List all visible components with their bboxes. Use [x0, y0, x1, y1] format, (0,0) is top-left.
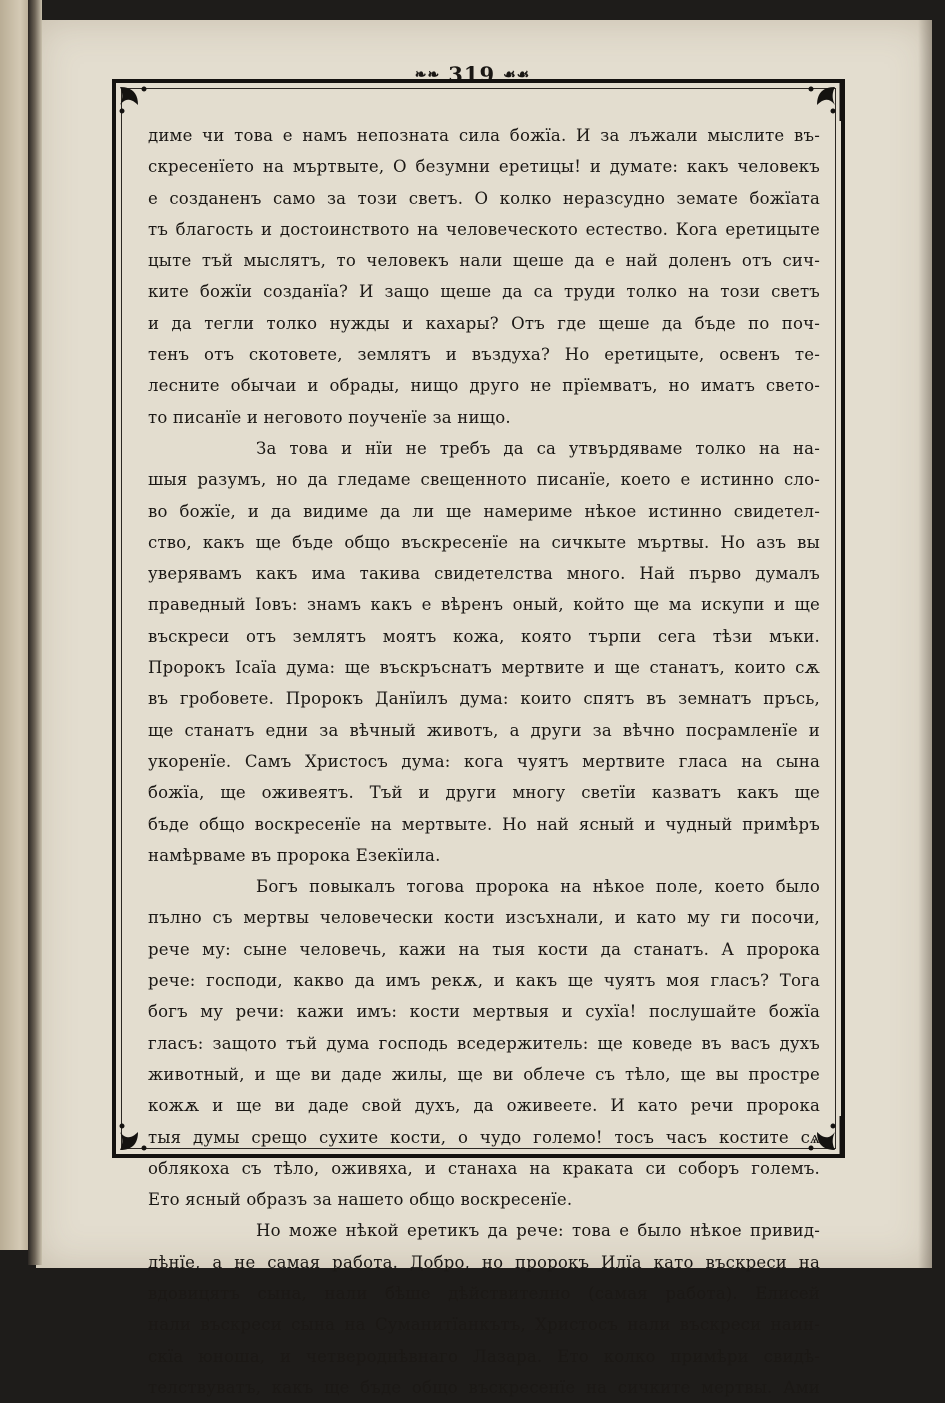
text-line: шыя разумъ, но да гледаме свещенното писанїе, което е истинно сло- [148, 470, 820, 490]
text-line: уверявамъ какъ има такива свидетелства много. Най първо думалъ [148, 564, 820, 584]
text-line: божїа, ще оживеятъ. Тъй и други многу светїи казватъ какъ ще [148, 783, 820, 803]
page-edge-shadow [918, 20, 932, 1268]
text-line: рече: господи, какво да имъ рекѫ, и какъ ще чуятъ моя гласъ? Тога [148, 971, 820, 991]
text-line: тъ благость и достоинството на человеческото естество. Кога еретицыте [148, 219, 820, 239]
text-line: праведный Iовъ: знамъ какъ е вѣренъ оный, който ще ма искупи и ще [148, 595, 820, 615]
text-line: Но може нѣкой еретикъ да рече: това е было нѣкое привид- [256, 1221, 820, 1241]
text-line: ще станатъ едни за вѣчный животъ, а други за вѣчно посрамленїе и [148, 720, 820, 740]
text-line: гласъ: защото тъй дума господь вседержитель: ще коведе въ васъ духъ [148, 1033, 820, 1053]
text-line: и да тегли толко нужды и кахары? Отъ где щеше да бъде по поч- [148, 313, 820, 333]
text-line: телствуватъ, какъ ще бъде общо въскресенїе на сичките мертвы. Ами [148, 1377, 820, 1397]
text-line: Пророкъ Iсаїа дума: ще въскръснатъ мертвите и ще станатъ, които сѫ [148, 658, 820, 678]
text-line: кожѫ и ще ви даде свой духъ, да оживеете. И като речи пророка [148, 1096, 820, 1116]
text-line: ство, какъ ще бъде общо въскресенїе на сичкыте мъртвы. Но азъ вы [148, 532, 820, 552]
text-line: намѣрваме въ пророка Езекїила. [148, 845, 441, 865]
body-text [148, 120, 820, 1403]
text-line: вдовицятъ сына, нали бѣше дѣйствително (самая работа). Елисей [148, 1283, 820, 1303]
text-line: нали въскреси сына на Суманитїанкътъ, Христосъ нали въскреси наин- [148, 1315, 820, 1335]
text-line: цыте тъй мыслятъ, то человекъ нали щеше да е най доленъ отъ сич- [148, 251, 820, 271]
text-line: тыя думы срещо сухите кости, о чудо големо! тосъ часъ костите сѧ [148, 1127, 820, 1147]
text-line: скресенїето на мъртвыте, О безумни еретицы! и думате: какъ человекъ [148, 157, 820, 177]
text-line: диме чи това е намъ непознатa сила божїа. И за лъжали мыслите въ- [148, 126, 820, 145]
text-line: Богъ повыкалъ тогова пророка на нѣкое поле, което было [256, 877, 820, 897]
text-line: скїа юноша, и четвероднѣвнаго Лазара. Ето колко примѣри свидѣ- [148, 1346, 820, 1366]
text-line: бъде общо воскресенїе на мертвыте. Но най ясный и чудный примѣръ [148, 814, 820, 834]
text-line: богъ му речи: кажи имъ: кости мертвыя и сухїа! послушайте божїа [148, 1002, 820, 1022]
text-line: въскреси отъ землятъ моятъ кожа, която търпи сега тѣзи мъки. [148, 626, 820, 646]
ornament-right-icon: ☙☙ [503, 67, 531, 83]
text-line: рече му: сыне человечь, кажи на тыя кости да станатъ. А пророка [148, 939, 820, 959]
text-line: укоренїе. Самъ Христосъ дума: кога чуятъ мертвите гласа на сына [148, 751, 820, 771]
text-line: животный, и ще ви даде жилы, ще ви облече съ тѣло, ще вы простре [148, 1064, 820, 1084]
text-line: лесните обычаи и обрады, нищо друго не прїемватъ, но иматъ свето- [148, 376, 820, 396]
text-line: пълно съ мертвы человечески кости изсъхнали, и като му ги посочи, [148, 908, 820, 928]
corner-ornament-icon [110, 77, 158, 125]
corner-ornament-icon [797, 77, 845, 125]
text-line: то писанїе и неговото поученїе за нищо. [148, 407, 511, 427]
book-gutter [28, 0, 42, 1265]
text-line: е созданенъ само за този светъ. О колко неразсудно земате божїата [148, 188, 820, 208]
text-line: Ето ясный образъ за нашето общо воскресенїе. [148, 1190, 573, 1210]
text-line: За това и нїи не требъ да са утвърдяваме толко на на- [256, 438, 820, 458]
text-line: во божїе, и да видиме да ли ще намериме нѣкое истинно свидетел- [148, 501, 820, 521]
text-line: въ гробовете. Пророкъ Данїилъ дума: които спятъ въ земнатъ пръсь, [148, 689, 820, 709]
text-line: ките божїи созданїа? И защо щеше да са труди толко на този светъ [148, 282, 820, 302]
text-line: облякоха съ тѣло, оживяха, и станаха на краката си соборъ големъ. [148, 1158, 820, 1178]
ornament-left-icon: ❧❧ [414, 67, 441, 83]
page-number: 319 [448, 62, 496, 87]
text-line: тенъ отъ скотовете, землятъ и въздуха? Но еретицыте, освенъ те- [148, 345, 820, 365]
text-line: дѣнїе, а не самая работа. Добро, но пророкъ Илїа като въскреси на [148, 1252, 820, 1272]
